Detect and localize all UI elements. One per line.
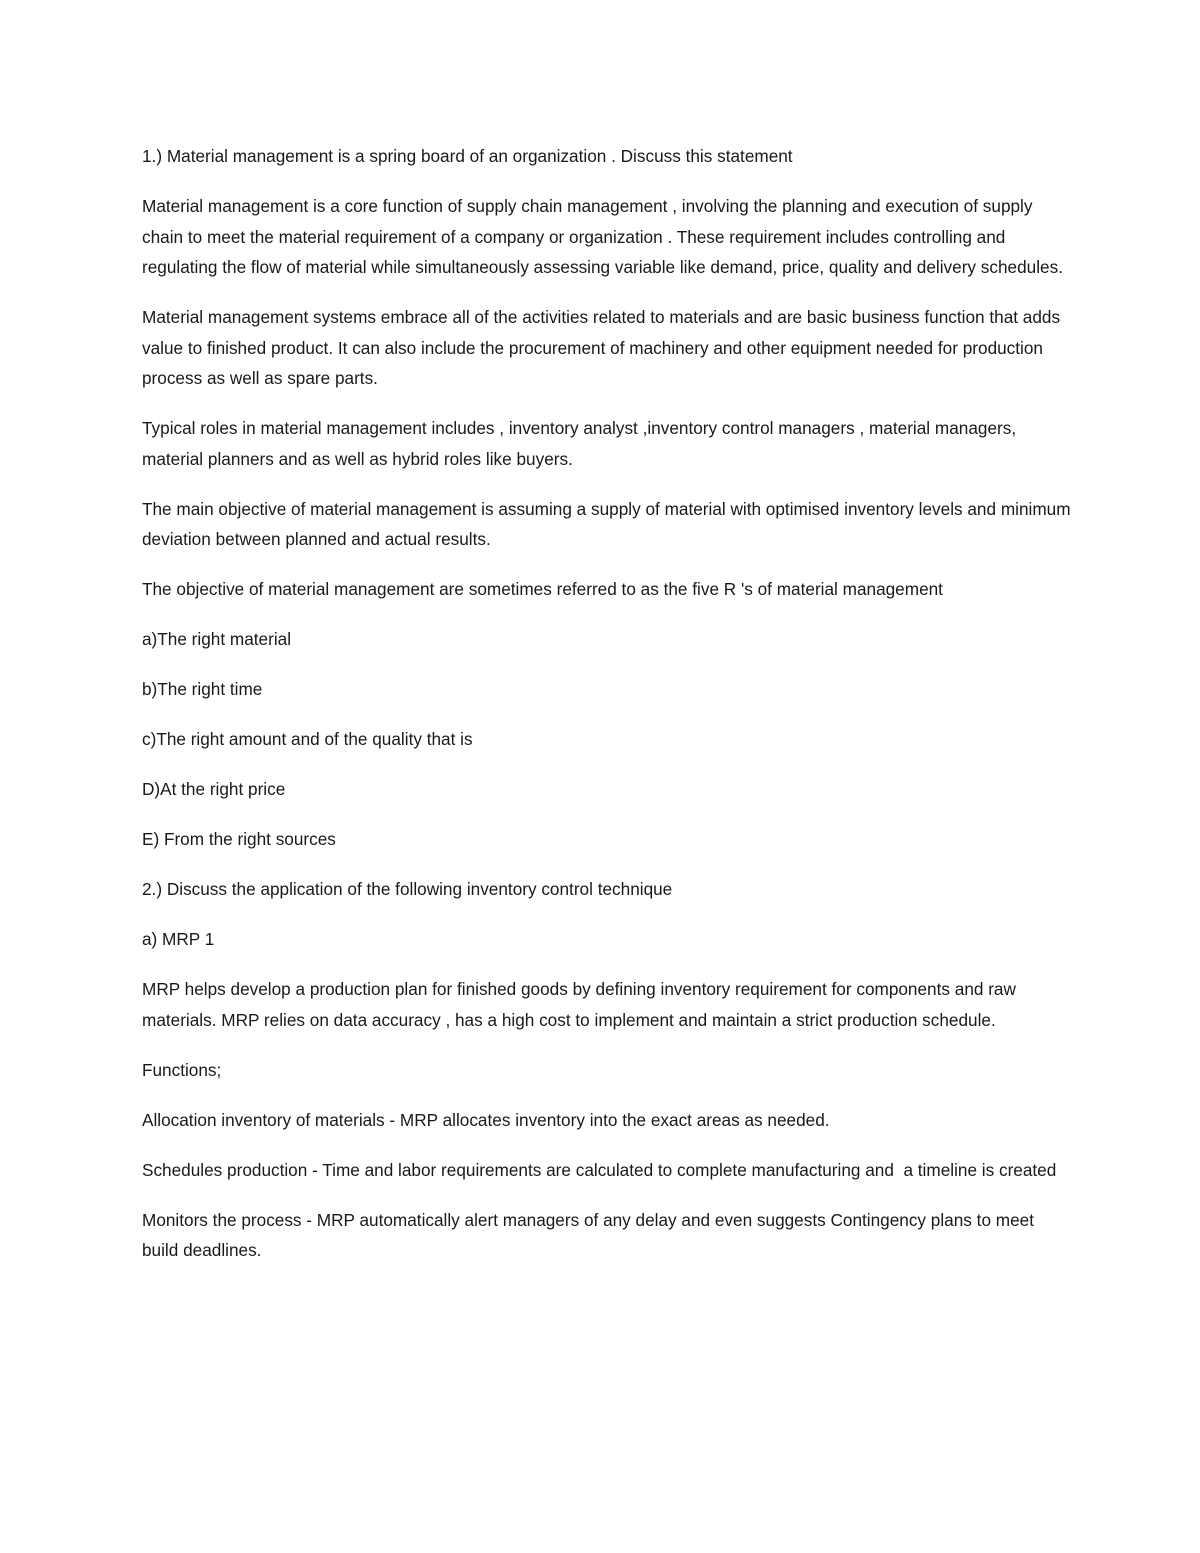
paragraph-schedules: Schedules production - Time and labor requirements are calculated to complete manufacturing and a timeline is created bbox=[142, 1159, 1057, 1180]
list-item-right-material: a)The right material bbox=[142, 629, 292, 649]
question-1-heading: 1.) Material management is a spring board of an organization . Discuss this statement bbox=[142, 146, 793, 166]
paragraph-definition: Material management is a core function of supply chain management , involving the planning and execution of supply chain to meet the material requirement of a company or organization . These requirement includes controlling and regulating the flow of material while simultaneously assessing variable like demand, price, quality and delivery schedules. bbox=[142, 196, 1063, 277]
question-2-heading: 2.) Discuss the application of the following inventory control technique bbox=[142, 879, 673, 899]
paragraph-main-objective: The main objective of material management is assuming a supply of material with optimised inventory levels and minimum deviation between planned and actual results. bbox=[142, 498, 1076, 549]
paragraph-five-rs: The objective of material management are sometimes referred to as the five R 's of material management bbox=[142, 579, 943, 599]
list-item-right-amount: c)The right amount and of the quality that is bbox=[142, 729, 473, 749]
subheading-mrp-1: a) MRP 1 bbox=[142, 929, 215, 949]
paragraph-allocation: Allocation inventory of materials - MRP allocates inventory into the exact areas as needed. bbox=[142, 1109, 830, 1130]
list-item-right-time: b)The right time bbox=[142, 679, 263, 699]
paragraph-monitors: Monitors the process - MRP automatically alert managers of any delay and even suggests Contingency plans to meet build deadlines. bbox=[142, 1209, 1039, 1260]
document-body bbox=[142, 141, 1076, 1285]
paragraph-mrp: MRP helps develop a production plan for finished goods by defining inventory requirement for components and raw materials. MRP relies on data accuracy , has a high cost to implement and maintain a strict production schedule. bbox=[142, 979, 1021, 1030]
paragraph-systems: Material management systems embrace all of the activities related to materials and are basic business function that adds value to finished product. It can also include the procurement of machinery and other equipment needed for production process as well as spare parts. bbox=[142, 307, 1065, 388]
subheading-functions: Functions; bbox=[142, 1059, 222, 1080]
list-item-right-price: D)At the right price bbox=[142, 779, 286, 799]
paragraph-roles: Typical roles in material management includes , inventory analyst ,inventory control managers , material managers, material planners and as well as hybrid roles like buyers. bbox=[142, 418, 1021, 469]
list-item-right-sources: E) From the right sources bbox=[142, 829, 336, 849]
